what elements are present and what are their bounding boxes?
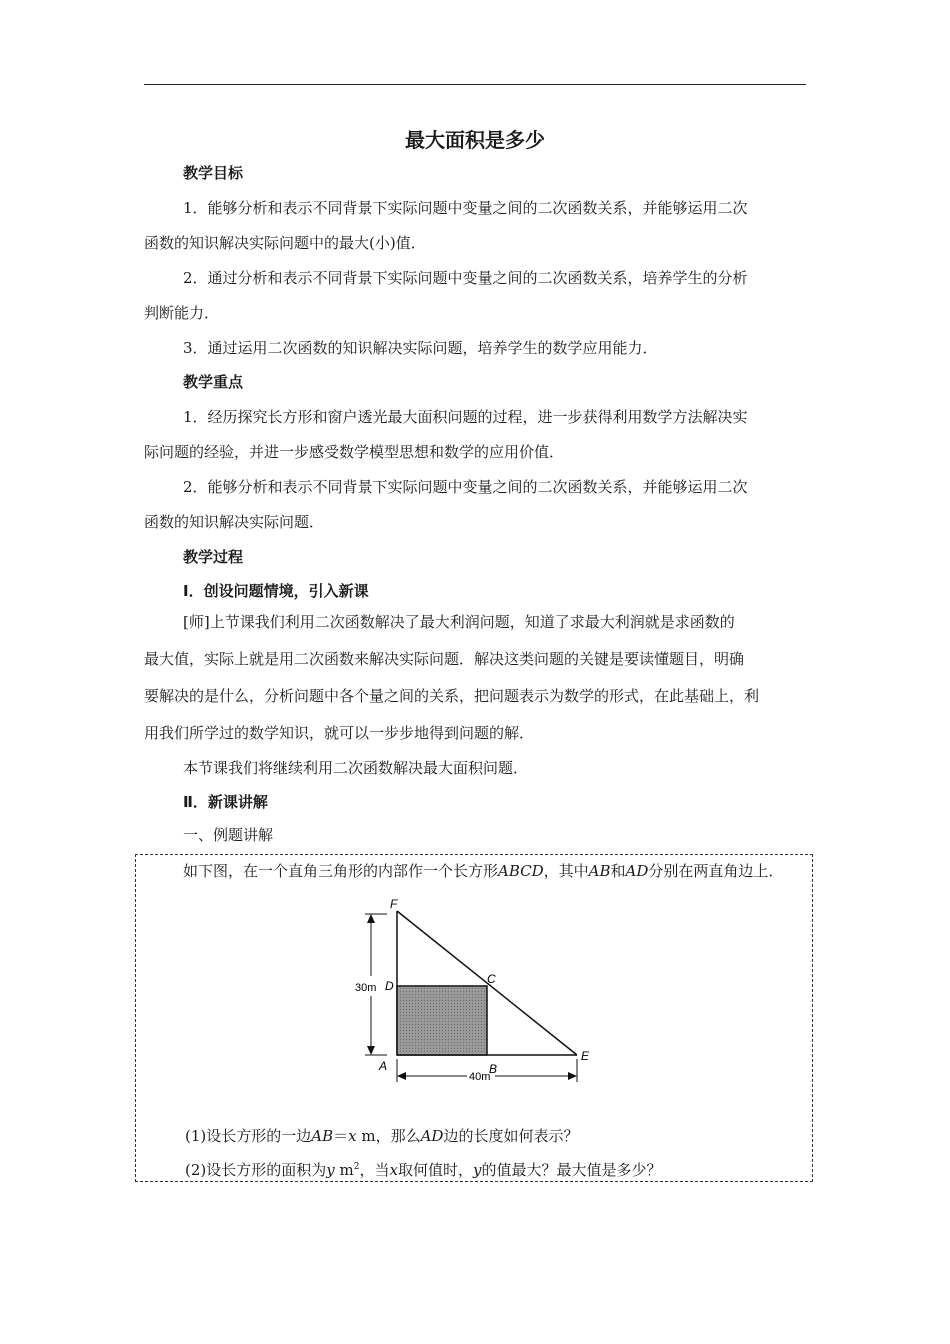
paragraph-1-line-2: 最大值，实际上就是用二次函数来解决实际问题．解决这类问题的关键是要读懂题目，明确 [144,650,745,668]
label-c: C [487,972,496,986]
width-arrow-right [568,1072,577,1080]
section-1-heading: Ⅰ．创设问题情境，引入新课 [183,582,369,600]
label-a: A [379,1059,388,1073]
subsection-heading: 一、例题讲解 [183,826,274,844]
keypoint-1-line-2: 际问题的经验，并进一步感受数学模型思想和数学的应用价值． [144,443,565,461]
rectangle-in-triangle-figure [355,892,595,1092]
page-title: 最大面积是多少 [405,128,545,152]
section-2-heading: Ⅱ．新课讲解 [183,793,268,811]
paragraph-2: 本节课我们将继续利用二次函数解决最大面积问题． [183,759,529,777]
objective-1-line-2: 函数的知识解决实际问题中的最大(小)值． [144,234,426,252]
question-2: (2)设长方形的面积为y $m^2$，当x取何值时，y的值最大？最大值是多少？ [185,1161,662,1179]
width-dimension-label: 40m [469,1071,491,1083]
height-arrow-down [367,1046,375,1055]
paragraph-1-line-3: 要解决的是什么，分析问题中各个量之间的关系，把问题表示为数学的形式，在此基础上，利 [144,687,760,705]
objective-3: 3．通过运用二次函数的知识解决实际问题，培养学生的数学应用能力． [183,339,658,357]
objective-1-line-1: 1．能够分析和表示不同背景下实际问题中变量之间的二次函数关系，并能够运用二次 [183,199,748,217]
objective-2-line-1: 2．通过分析和表示不同背景下实际问题中变量之间的二次函数关系，培养学生的分析 [183,269,748,287]
label-f: F [390,897,398,911]
process-heading: 教学过程 [183,548,244,566]
objectives-heading: 教学目标 [183,164,244,182]
label-d: D [385,979,394,993]
keypoint-2-line-2: 函数的知识解决实际问题． [144,513,325,531]
label-e: E [581,1049,590,1063]
label-b: B [489,1062,498,1076]
height-dimension-label: 30m [355,982,377,994]
keypoint-2-line-1: 2．能够分析和表示不同背景下实际问题中变量之间的二次函数关系，并能够运用二次 [183,478,748,496]
header-rule [144,84,806,85]
paragraph-1-line-1: [师]上节课我们利用二次函数解决了最大利润问题，知道了求最大利润就是求函数的 [183,613,735,631]
example-intro: 如下图，在一个直角三角形的内部作一个长方形ABCD，其中AB和AD分别在两直角边上． [183,862,784,880]
question-1: (1)设长方形的一边AB＝x m，那么AD边的长度如何表示？ [185,1127,579,1145]
keypoint-1-line-1: 1．经历探究长方形和窗户透光最大面积问题的过程，进一步获得利用数学方法解决实 [183,408,748,426]
paragraph-1-line-4: 用我们所学过的数学知识，就可以一步步地得到问题的解． [144,724,535,742]
objective-2-line-2: 判断能力． [144,304,220,322]
keypoints-heading: 教学重点 [183,373,244,391]
width-arrow-left [397,1072,406,1080]
rectangle-abcd [397,986,487,1055]
height-arrow-up [367,914,375,923]
